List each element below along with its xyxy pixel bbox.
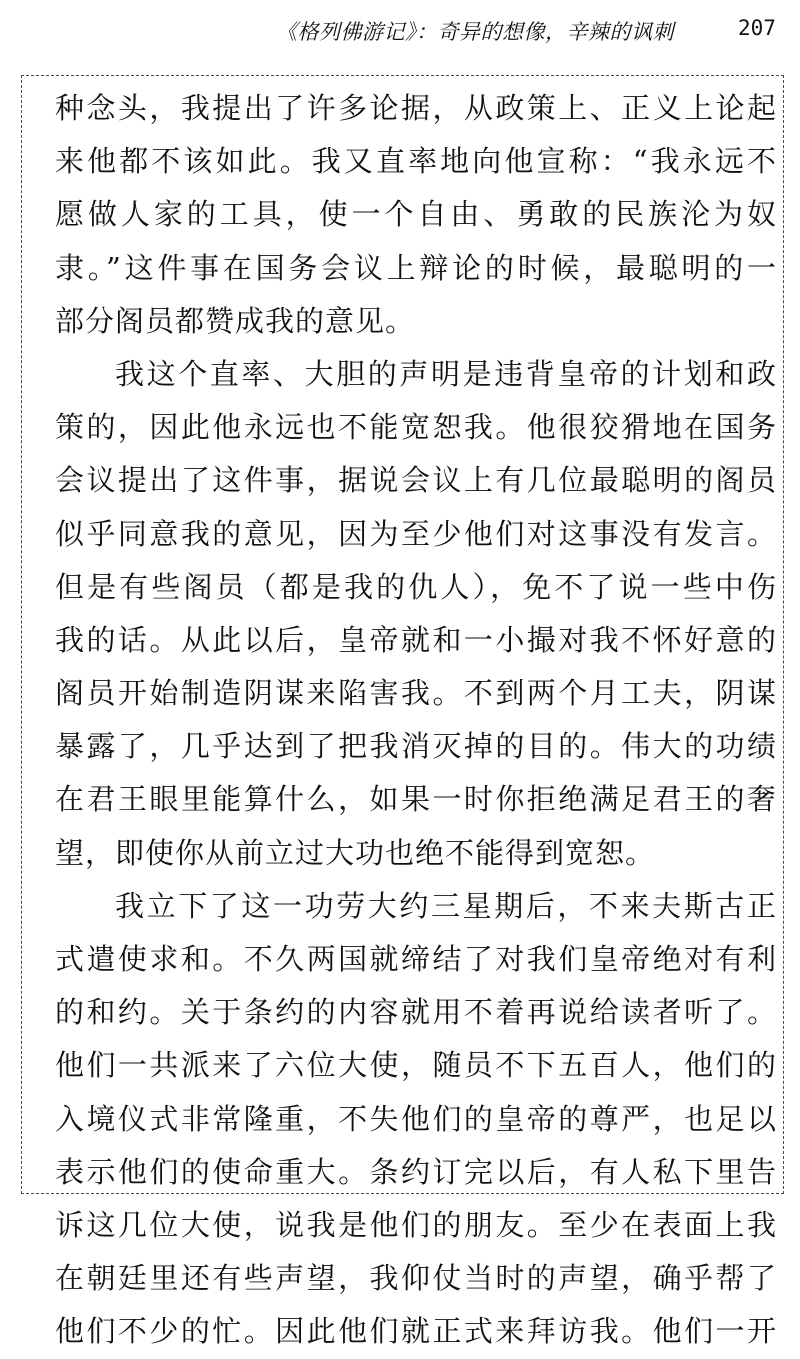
page-number: 207 (738, 16, 776, 40)
text-line: 在朝廷里还有些声望，我仰仗当时的声望，确乎帮了 (55, 1261, 777, 1296)
body-text (55, 82, 777, 1349)
text-line: 式遣使求和。不久两国就缔结了对我们皇帝绝对有利 (55, 942, 777, 976)
text-line: 我立下了这一功劳大约三星期后，不来夫斯古正 (115, 888, 777, 923)
text-line: 我的话。从此以后，皇帝就和一小撮对我不怀好意的 (55, 622, 777, 657)
text-line: 似乎同意我的意见，因为至少他们对这事没有发言。 (55, 516, 777, 551)
text-line: 种念头，我提出了许多论据，从政策上、正义上论起 (55, 91, 777, 125)
text-line: 策的，因此他永远也不能宽恕我。他很狡猾地在国务 (55, 410, 777, 445)
text-line: 的和约。关于条约的内容就用不着再说给读者听了。 (55, 995, 777, 1030)
text-line: 我这个直率、大胆的声明是违背皇帝的计划和政 (115, 356, 777, 391)
text-line: 表示他们的使命重大。条约订完以后，有人私下里告 (55, 1154, 777, 1189)
text-line: 部分阁员都赞成我的意见。 (55, 303, 416, 338)
text-line: 在君王眼里能算什么，如果一时你拒绝满足君王的奢 (55, 782, 777, 817)
text-line: 暴露了，几乎达到了把我消灭掉的目的。伟大的功绩 (55, 729, 777, 764)
text-line: 入境仪式非常隆重，不失他们的皇帝的尊严，也足以 (55, 1101, 777, 1136)
text-line: 他们不少的忙。因此他们就正式来拜访我。他们一开 (55, 1314, 777, 1349)
running-header-title: 《格列佛游记》：奇异的想像，辛辣的讽刺 (276, 20, 674, 44)
text-line: 来他都不该如此。我又直率地向他宣称：“我永远不 (55, 144, 777, 179)
text-line: 阁员开始制造阴谋来陷害我。不到两个月工夫，阴谋 (55, 676, 777, 711)
text-line: 隶。”这件事在国务会议上辩论的时候，最聪明的一 (55, 250, 777, 285)
text-line: 诉这几位大使，说我是他们的朋友。至少在表面上我 (55, 1207, 777, 1242)
text-line: 他们一共派来了六位大使，随员不下五百人，他们的 (55, 1048, 777, 1083)
text-line: 但是有些阁员（都是我的仇人），免不了说一些中伤 (55, 569, 777, 604)
text-line: 愿做人家的工具，使一个自由、勇敢的民族沦为奴 (55, 197, 777, 232)
text-line: 会议提出了这件事，据说会议上有几位最聪明的阁员 (55, 463, 777, 498)
running-header (0, 10, 800, 60)
text-line: 望，即使你从前立过大功也绝不能得到宽恕。 (55, 835, 656, 870)
